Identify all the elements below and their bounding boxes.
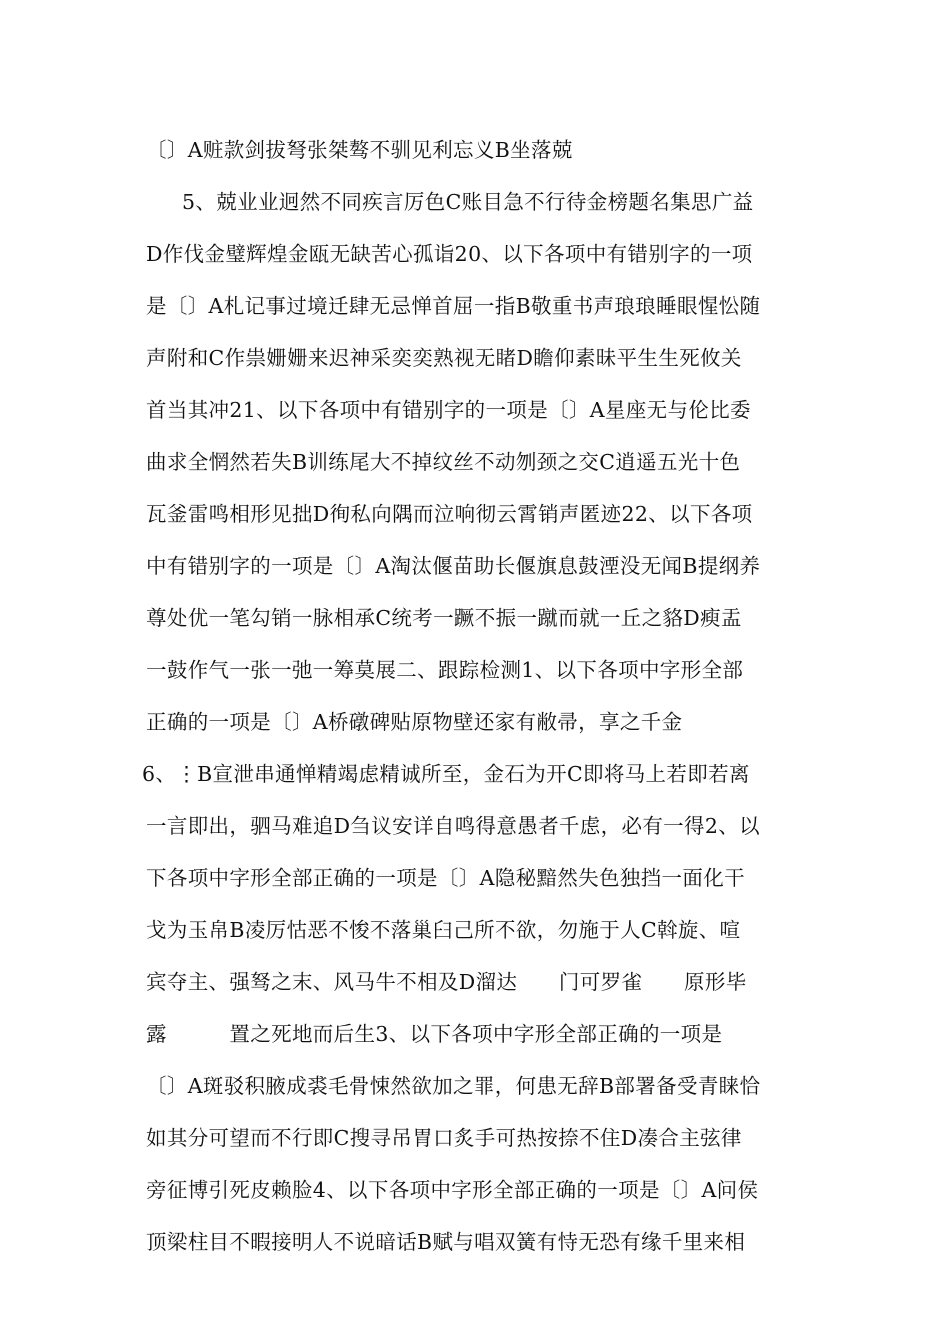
text-line: 5、兢业业迥然不同疾言厉色C账目急不行待金榜题名集思广益 (182, 190, 754, 214)
text-line: 戈为玉帛B凌厉怙恶不悛不落巢臼己所不欲，勿施于人C斡旋、喧 (146, 918, 741, 942)
text-line: 是〔〕A札记事过境迁肆无忌惮首屈一指B敬重书声琅琅睡眼惺忪随 (146, 294, 761, 318)
text-line: 宾夺主、强驽之末、风马牛不相及D溜达 门可罗雀 原形毕 (146, 970, 747, 994)
text-line: 一鼓作气一张一弛一筹莫展二、跟踪检测1、以下各项中字形全部 (146, 658, 744, 682)
text-line: 露 置之死地而后生3、以下各项中字形全部正确的一项是 (146, 1022, 723, 1046)
text-line: 一言即出，驷马难追D刍议安详自鸣得意愚者千虑，必有一得2、以 (146, 814, 760, 838)
text-line: 如其分可望而不行即C搜寻吊胃口炙手可热按捺不住D凑合主弦律 (146, 1126, 742, 1150)
text-line: 瓦釜雷鸣相形见拙D徇私向隅而泣响彻云霄销声匿迹22、以下各项 (146, 502, 753, 526)
text-line: 〔〕A斑驳积腋成裘毛骨悚然欲加之罪，何患无辞B部署备受青睐恰 (146, 1074, 761, 1098)
text-line: 尊处优一笔勾销一脉相承C统考一蹶不振一蹴而就一丘之貉D瘐盂 (146, 606, 742, 630)
text-line: 6、⋮B宣泄串通惮精竭虑精诚所至，金石为开C即将马上若即若离 (142, 762, 750, 786)
text-line: 旁征博引死皮赖脸4、以下各项中字形全部正确的一项是〔〕A问侯 (146, 1178, 759, 1202)
text-line: 曲求全惘然若失B训练尾大不掉纹丝不动刎颈之交C逍遥五光十色 (146, 450, 741, 474)
text-line: 首当其冲21、以下各项中有错别字的一项是〔〕A星座无与伦比委 (146, 398, 751, 422)
text-line: 正确的一项是〔〕A桥礅碑贴原物壁还家有敝帚，享之千金 (146, 710, 683, 734)
text-line: 中有错别字的一项是〔〕A淘汰偃苗助长偃旗息鼓湮没无闻B提纲养 (146, 554, 761, 578)
text-line: 下各项中字形全部正确的一项是〔〕A隐秘黯然失色独挡一面化干 (146, 866, 745, 890)
text-line: 〔〕A赃款剑拔弩张桀骜不驯见利忘义B坐落兢 (146, 138, 573, 162)
text-line: D作伐金璧辉煌金瓯无缺苦心孤诣20、以下各项中有错别字的一项 (146, 242, 753, 266)
text-line: 声附和C作祟姗姗来迟神采奕奕熟视无睹D瞻仰素昧平生生死攸关 (146, 346, 742, 370)
text-line: 顶梁柱目不暇接明人不说暗话B赋与唱双簧有恃无恐有缘千里来相 (146, 1230, 746, 1254)
